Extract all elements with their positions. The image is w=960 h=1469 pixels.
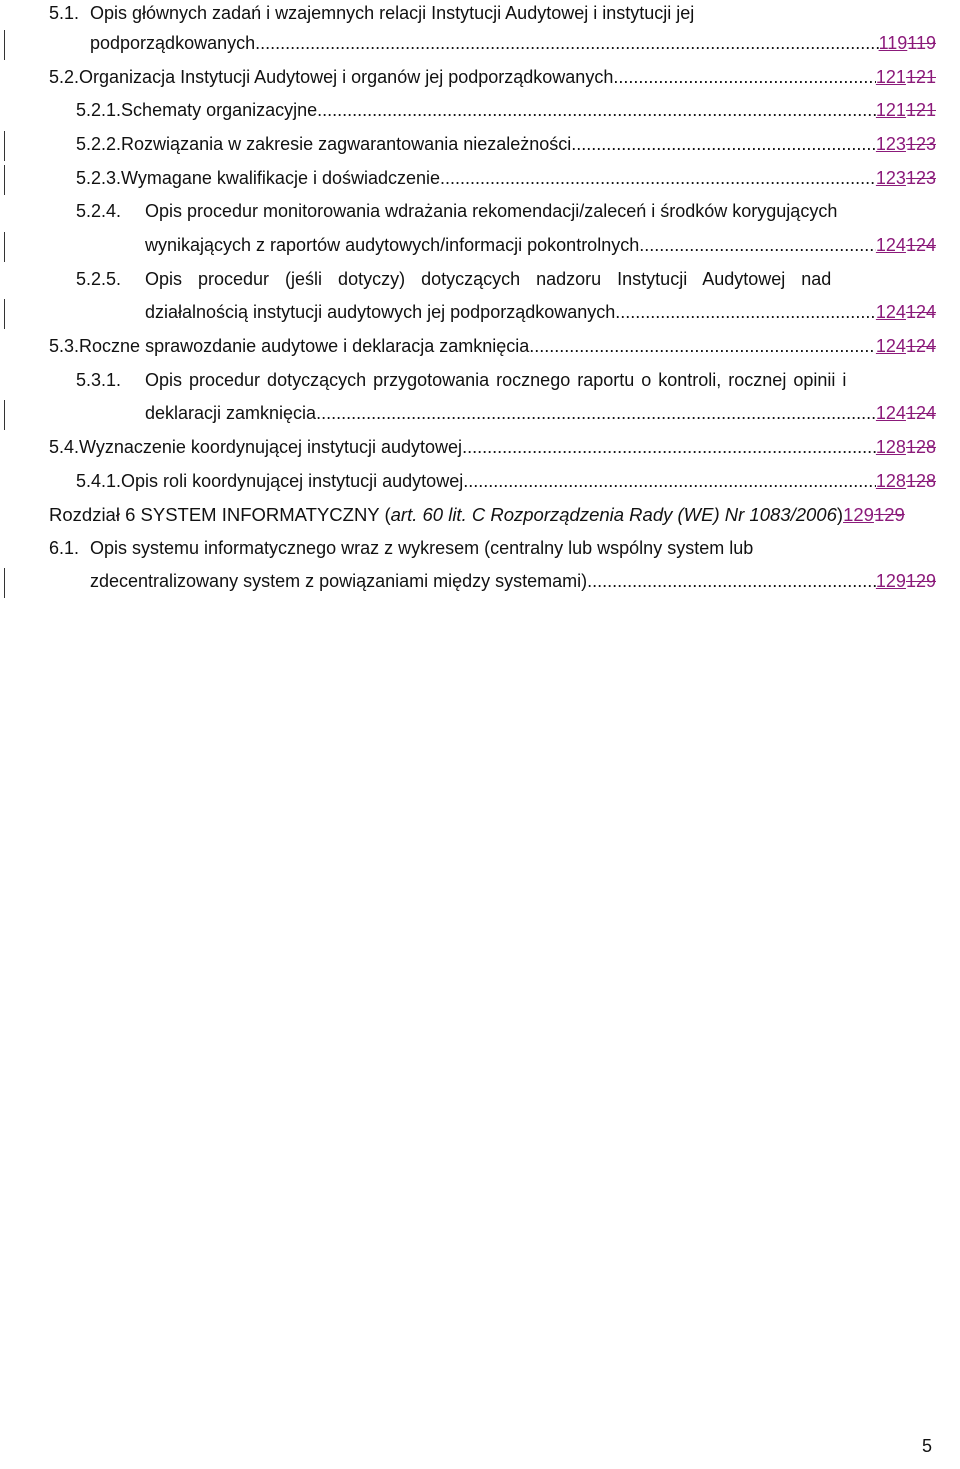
toc-title: zdecentralizowany system z powiązaniami między systemami) xyxy=(90,571,588,591)
page-ref[interactable]: 123 123 xyxy=(875,134,936,154)
toc-number: 5.2.1. xyxy=(76,100,122,120)
toc-title: Roczne sprawozdanie audytowe i deklaracja zamknięcia xyxy=(79,336,530,356)
revision-bar xyxy=(4,232,5,262)
revision-bar xyxy=(4,299,5,329)
toc-number: 5.2.2. xyxy=(76,134,122,154)
toc-leader xyxy=(615,300,876,324)
toc-title: wynikających z raportów audytowych/informacji pokontrolnych xyxy=(145,235,640,255)
toc-leader xyxy=(316,401,876,425)
toc-leader xyxy=(317,98,876,122)
toc-title-citation: art. 60 lit. C Rozporządzenia Rady (WE) Nr 1083/2006 xyxy=(390,504,837,525)
toc-entry-5-2[interactable] xyxy=(49,65,936,89)
page-ref[interactable]: 124 124 xyxy=(875,302,936,322)
toc-number: 5.2.4. xyxy=(76,201,122,221)
toc-number: 5.3. xyxy=(49,336,80,356)
revision-bar xyxy=(4,30,5,60)
toc-entry-5-3-1-line1[interactable] xyxy=(76,368,906,392)
toc-title: Opis głównych zadań i wzajemnych relacji Instytucji Audytowej i instytucji jej xyxy=(90,3,695,23)
page-ref[interactable]: 121 121 xyxy=(875,100,936,120)
toc-entry-5-3[interactable] xyxy=(49,334,936,358)
toc-entry-5-2-4-line1[interactable] xyxy=(76,199,906,223)
toc-title: Wyznaczenie koordynującej instytucji audytowej xyxy=(79,437,463,457)
toc-title: Opis roli koordynującej instytucji audytowej xyxy=(121,471,464,491)
toc-title: Rozdział 6 SYSTEM INFORMATYCZNY ( xyxy=(49,504,391,525)
toc-entry-5-1-line1[interactable] xyxy=(49,1,694,25)
toc-number: 5.1. xyxy=(49,3,80,23)
revision-bar xyxy=(4,131,5,161)
toc-title: Wymagane kwalifikacje i doświadczenie xyxy=(121,168,441,188)
toc-number: 5.4. xyxy=(49,437,80,457)
page-ref[interactable]: 119 119 xyxy=(878,33,936,53)
toc-entry-5-2-2[interactable] xyxy=(76,132,936,156)
toc-title: Rozwiązania w zakresie zagwarantowania niezależności xyxy=(121,134,572,154)
toc-title-suffix: ) xyxy=(836,504,844,525)
toc-number: 5.2. xyxy=(49,67,80,87)
toc-leader xyxy=(462,435,876,459)
revision-bar xyxy=(4,165,5,195)
toc-entry-chapter-6[interactable] xyxy=(49,503,959,527)
toc-leader xyxy=(255,31,878,55)
toc-leader xyxy=(613,65,876,89)
page-ref[interactable]: 121 121 xyxy=(875,67,936,87)
toc-number: 5.3.1. xyxy=(76,370,122,390)
toc-number: 5.2.5. xyxy=(76,269,122,289)
toc-entry-5-1-line2[interactable] xyxy=(90,31,936,55)
revision-bar xyxy=(4,568,5,598)
toc-entry-6-1-line1[interactable] xyxy=(49,536,753,560)
toc-title: działalnością instytucji audytowych jej podporządkowanych xyxy=(145,302,616,322)
toc-title: Opis procedur monitorowania wdrażania rekomendacji/zaleceń i środków korygujących xyxy=(145,201,838,221)
page-ref[interactable]: 124 124 xyxy=(875,336,936,356)
toc-title: Organizacja Instytucji Audytowej i organów jej podporządkowanych xyxy=(79,67,614,87)
toc-entry-5-4-1[interactable] xyxy=(76,469,936,493)
page-ref[interactable]: 123 123 xyxy=(875,168,936,188)
page-ref[interactable]: 124 124 xyxy=(875,235,936,255)
toc-number: 5.4.1. xyxy=(76,471,122,491)
toc-leader xyxy=(440,166,876,190)
page-ref[interactable]: 128 128 xyxy=(875,437,936,457)
toc-number: 6.1. xyxy=(49,538,80,558)
toc-entry-5-2-4-line2[interactable] xyxy=(145,233,936,257)
toc-title: deklaracji zamknięcia xyxy=(145,403,317,423)
page-number: 5 xyxy=(921,1436,932,1456)
toc-entry-6-1-line2[interactable] xyxy=(90,569,936,593)
toc-entry-5-2-3[interactable] xyxy=(76,166,936,190)
toc-leader xyxy=(529,334,876,358)
toc-entry-5-2-5-line2[interactable] xyxy=(145,300,936,324)
toc-title: Opis procedur dotyczących przygotowania rocznego raportu o kontroli, rocznej opinii i xyxy=(145,370,847,390)
page-ref[interactable]: 124 124 xyxy=(875,403,936,423)
toc-entry-5-3-1-line2[interactable] xyxy=(145,401,936,425)
toc-entry-5-2-1[interactable] xyxy=(76,98,936,122)
toc-leader xyxy=(639,233,876,257)
page-ref[interactable]: 128 128 xyxy=(875,471,936,491)
page-ref[interactable]: 129 129 xyxy=(843,504,905,525)
toc-title: Opis systemu informatycznego wraz z wykresem (centralny lub wspólny system lub xyxy=(90,538,754,558)
toc-leader xyxy=(587,569,876,593)
toc-title: podporządkowanych xyxy=(90,33,256,53)
toc-number: 5.2.3. xyxy=(76,168,122,188)
toc-leader xyxy=(463,469,876,493)
toc-title: Schematy organizacyjne xyxy=(121,100,318,120)
toc-entry-5-4[interactable] xyxy=(49,435,936,459)
toc-title: Opis procedur (jeśli dotyczy) dotyczących nadzoru Instytucji Audytowej nad xyxy=(145,269,832,289)
toc-leader xyxy=(571,132,876,156)
page-ref[interactable]: 129 129 xyxy=(875,571,936,591)
toc-entry-5-2-5-line1[interactable] xyxy=(76,267,906,291)
revision-bar xyxy=(4,400,5,430)
